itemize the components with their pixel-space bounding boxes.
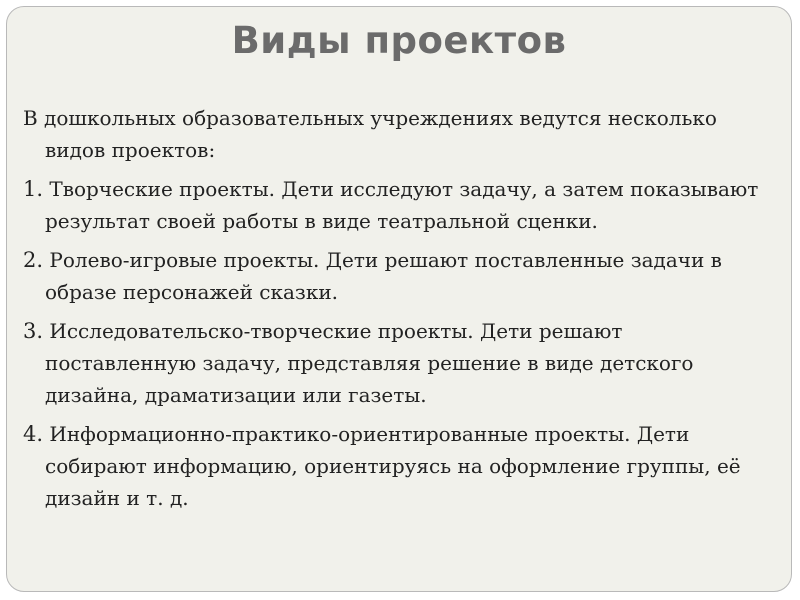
- intro-paragraph: В дошкольных образовательных учреждениях ведутся несколько видов проектов:: [23, 106, 717, 162]
- list-item-text: Ролево-игровые проекты. Дети решают поставленные задачи в образе персонажей сказки.: [43, 248, 722, 304]
- list-item: [23, 315, 773, 411]
- list-item-number: 3.: [23, 319, 44, 343]
- list-item-text: Творческие проекты. Дети исследуют задачу, а затем показывают результат своей работы в виде театральной сценки.: [43, 177, 759, 233]
- list-item-number: 2.: [23, 248, 44, 272]
- slide-panel: [6, 6, 792, 592]
- list-item: [23, 418, 773, 514]
- slide-body: [23, 102, 773, 521]
- slide-title: Виды проектов: [231, 19, 567, 62]
- list-item: [23, 244, 773, 308]
- list-item: [23, 173, 773, 237]
- list-item-number: 1.: [23, 177, 44, 201]
- list-item-number: 4.: [23, 422, 44, 446]
- list-item-text: Исследовательско-творческие проекты. Дети решают поставленную задачу, представляя решение в виде детского дизайна, драматизации или газеты.: [43, 319, 694, 407]
- list-item-text: Информационно-практико-ориентированные проекты. Дети собирают информацию, ориентируясь на оформление группы, её дизайн и т. д.: [43, 422, 741, 510]
